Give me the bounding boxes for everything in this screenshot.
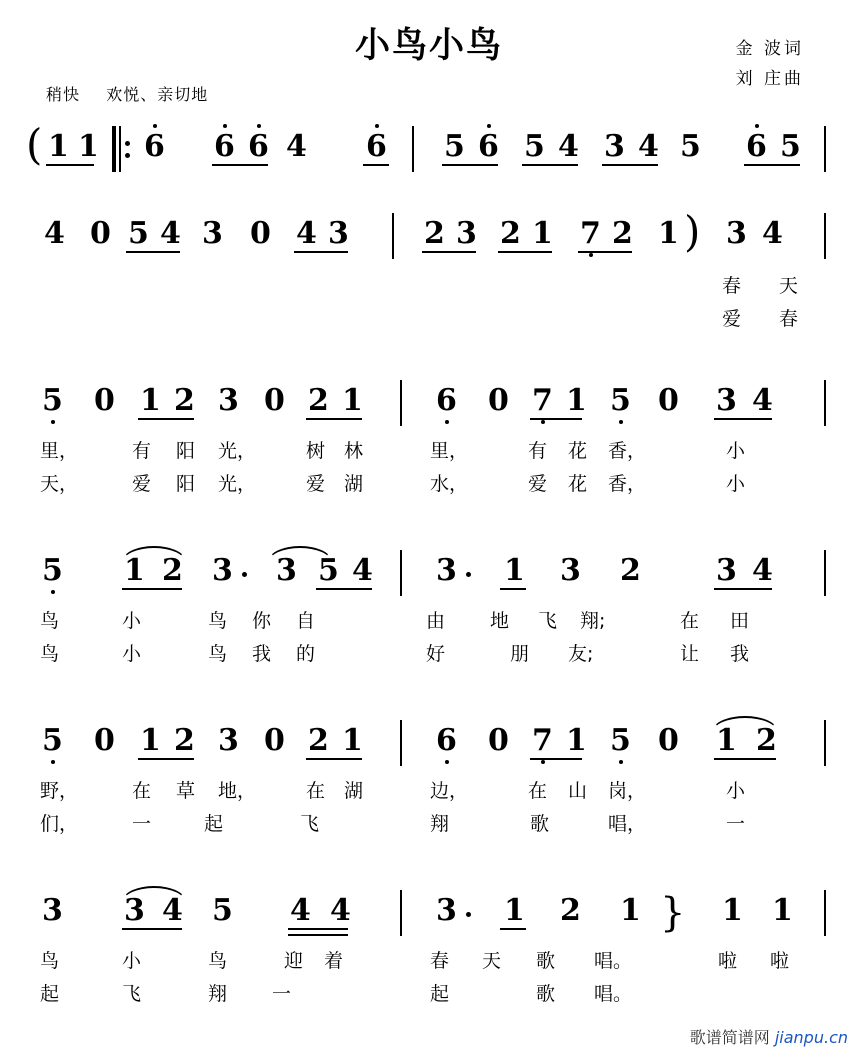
note: 2 [560, 893, 581, 928]
beam [714, 588, 772, 590]
beam [126, 251, 180, 253]
note: 5 [444, 129, 465, 164]
lyric-syllable: 自 [296, 610, 316, 632]
note: 4 [330, 893, 351, 928]
lyric-syllable: 在 [528, 780, 548, 802]
expression-mark: 欢悦、亲切地 [106, 85, 209, 104]
lyric-syllable: 一 [132, 813, 152, 835]
brace-close: } [660, 890, 686, 936]
lyric-syllable: 花 [568, 473, 588, 495]
beam [578, 251, 632, 253]
note: 3 [716, 383, 737, 418]
note: 0 [264, 723, 285, 758]
note: 6 [436, 723, 457, 758]
note: 3 [604, 129, 625, 164]
note: 3 [218, 383, 239, 418]
lyric-syllable: 阳 [176, 440, 196, 462]
note: 0 [658, 723, 679, 758]
note: 3 [726, 216, 747, 251]
barline [400, 890, 402, 936]
lyric-syllable: 起 [204, 813, 224, 835]
beam [422, 251, 476, 253]
barline [824, 550, 826, 596]
lyric-syllable: 湖 [344, 780, 364, 802]
lyricist-credit: 金 波词 [735, 39, 804, 59]
barline [400, 720, 402, 766]
lyric-syllable: 鸟 [208, 643, 228, 665]
octave-dot-below [589, 253, 593, 257]
lyric-syllable: 地， [218, 780, 257, 802]
octave-dot-above [755, 124, 759, 128]
note: 7 [580, 216, 601, 251]
beam [530, 418, 582, 420]
beam [522, 164, 578, 166]
beam [306, 418, 362, 420]
note: 6 [366, 129, 387, 164]
note: 3 [212, 553, 233, 588]
note: 1 [124, 553, 145, 588]
beam [442, 164, 498, 166]
lyric-syllable: 们， [40, 813, 79, 835]
beam [602, 164, 658, 166]
barline [824, 720, 826, 766]
lyric-syllable: 鸟 [40, 610, 60, 632]
paren-open: ( [26, 120, 43, 169]
lyric-syllable: 唱。 [594, 983, 633, 1005]
lyric-syllable: 草 [176, 780, 196, 802]
beam [122, 928, 182, 930]
note: 3 [218, 723, 239, 758]
lyric-syllable: 一 [272, 983, 292, 1005]
note: 3 [124, 893, 145, 928]
note: 4 [286, 129, 307, 164]
lyric-syllable: 朋 [510, 643, 530, 665]
lyric-syllable: 有 [528, 440, 548, 462]
note: 1 [78, 129, 99, 164]
lyric-syllable: 里， [40, 440, 79, 462]
note: 4 [762, 216, 783, 251]
note: 4 [44, 216, 65, 251]
note: 4 [160, 216, 181, 251]
lyric-syllable: 山 [568, 780, 588, 802]
note: 1 [772, 893, 793, 928]
note: 3 [276, 553, 297, 588]
note: 0 [94, 723, 115, 758]
lyric-syllable: 光， [218, 473, 257, 495]
note: 5 [42, 383, 63, 418]
note: 6 [144, 129, 165, 164]
octave-dot-below [51, 590, 55, 594]
note-row [0, 205, 858, 267]
octave-dot-below [445, 420, 449, 424]
note: 1 [140, 383, 161, 418]
octave-dot-below [51, 420, 55, 424]
note: 7 [532, 723, 553, 758]
note: 2 [308, 383, 329, 418]
lyric-syllable: 好 [426, 643, 446, 665]
note: 6 [746, 129, 767, 164]
note: 2 [756, 723, 777, 758]
credits [736, 34, 804, 94]
lyric-syllable: 起 [40, 983, 60, 1005]
note: 0 [488, 383, 509, 418]
lyric-syllable: 小 [726, 473, 746, 495]
watermark-url: jianpu.cn [774, 1028, 848, 1047]
note: 1 [716, 723, 737, 758]
barline [400, 550, 402, 596]
note: 2 [174, 723, 195, 758]
note: 4 [352, 553, 373, 588]
lyric-syllable: 阳 [176, 473, 196, 495]
lyric-syllable: 我 [252, 643, 272, 665]
note-row [0, 118, 858, 180]
lyric-syllable: 小 [122, 610, 142, 632]
music-system-4 [0, 542, 858, 665]
lyric-syllable: 香， [608, 440, 647, 462]
octave-dot-below [619, 420, 623, 424]
tempo-mark: 稍快 [46, 85, 81, 104]
lyric-syllable: 鸟 [208, 610, 228, 632]
note-row [0, 372, 858, 434]
lyric-syllable: 起 [430, 983, 450, 1005]
note: 1 [504, 893, 525, 928]
lyric-syllable: 的 [296, 643, 316, 665]
beam [498, 251, 552, 253]
lyric-syllable: 春 [430, 950, 450, 972]
lyric-syllable: 香， [608, 473, 647, 495]
beam [212, 164, 268, 166]
lyric-row-2: 爱 春 [722, 308, 815, 330]
augmentation-dot [466, 912, 471, 917]
note: 5 [42, 723, 63, 758]
lyric-syllable: 小 [122, 950, 142, 972]
note: 4 [638, 129, 659, 164]
lyric-syllable: 水， [430, 473, 469, 495]
lyric-syllable: 啦 [718, 950, 738, 972]
beam [316, 588, 372, 590]
music-system-5 [0, 712, 858, 835]
music-system-3 [0, 372, 858, 495]
beam [288, 928, 348, 930]
lyric-syllable: 小 [726, 780, 746, 802]
note: 4 [162, 893, 183, 928]
music-system-6 [0, 882, 858, 1005]
note: 5 [610, 723, 631, 758]
lyric-syllable: 野， [40, 780, 79, 802]
lyric-syllable: 在 [680, 610, 700, 632]
note: 5 [610, 383, 631, 418]
lyric-syllable: 爱 [306, 473, 326, 495]
lyric-syllable: 湖 [344, 473, 364, 495]
beam [363, 164, 389, 166]
lyric-syllable: 唱， [608, 813, 647, 835]
note-row [0, 882, 858, 944]
octave-dot-above [153, 124, 157, 128]
lyric-syllable: 树 [306, 440, 326, 462]
note-row [0, 542, 858, 604]
note: 2 [620, 553, 641, 588]
note: 5 [524, 129, 545, 164]
music-system-1 [0, 118, 858, 180]
lyric-syllable: 友; [568, 643, 594, 665]
lyric-syllable: 飞 [538, 610, 558, 632]
lyric-syllable: 光， [218, 440, 257, 462]
note: 2 [174, 383, 195, 418]
lyric-syllable: 唱。 [594, 950, 633, 972]
beam [500, 928, 526, 930]
augmentation-dot [466, 572, 471, 577]
lyric-syllable: 鸟 [40, 643, 60, 665]
octave-dot-above [375, 124, 379, 128]
note: 4 [752, 383, 773, 418]
lyric-syllable: 在 [132, 780, 152, 802]
lyric-syllable: 鸟 [208, 950, 228, 972]
augmentation-dot [242, 572, 247, 577]
note: 3 [716, 553, 737, 588]
note: 0 [658, 383, 679, 418]
note: 4 [558, 129, 579, 164]
lyric-row-1: 春 天 [722, 275, 815, 297]
note: 2 [162, 553, 183, 588]
note: 1 [566, 723, 587, 758]
note: 1 [722, 893, 743, 928]
note: 3 [328, 216, 349, 251]
lyric-syllable: 边， [430, 780, 469, 802]
note: 0 [90, 216, 111, 251]
note: 0 [264, 383, 285, 418]
note: 5 [680, 129, 701, 164]
barline [392, 213, 394, 259]
beam [288, 934, 348, 936]
note: 1 [48, 129, 69, 164]
note: 7 [532, 383, 553, 418]
beam [714, 418, 772, 420]
note: 1 [342, 383, 363, 418]
beam [500, 588, 526, 590]
barline [400, 380, 402, 426]
note-row [0, 712, 858, 774]
note: 1 [658, 216, 679, 251]
note: 5 [128, 216, 149, 251]
beam [714, 758, 776, 760]
lyric-syllable: 爱 [132, 473, 152, 495]
lyric-syllable: 地 [490, 610, 510, 632]
note: 5 [42, 553, 63, 588]
note: 1 [504, 553, 525, 588]
note: 3 [436, 893, 457, 928]
note: 5 [318, 553, 339, 588]
octave-dot-above [257, 124, 261, 128]
barline [824, 213, 826, 259]
note: 0 [250, 216, 271, 251]
octave-dot-below [445, 760, 449, 764]
octave-dot-below [619, 760, 623, 764]
note: 1 [140, 723, 161, 758]
note: 1 [620, 893, 641, 928]
lyric-syllable: 歌 [536, 950, 556, 972]
lyric-syllable: 一 [726, 813, 746, 835]
lyric-syllable: 啦 [770, 950, 790, 972]
octave-dot-above [487, 124, 491, 128]
note: 3 [42, 893, 63, 928]
note: 0 [488, 723, 509, 758]
tempo-expression-marking [46, 82, 208, 105]
composer-credit: 刘 庄曲 [735, 69, 804, 89]
lyric-syllable: 小 [122, 643, 142, 665]
lyric-syllable: 翔 [208, 983, 228, 1005]
note: 1 [342, 723, 363, 758]
note: 5 [780, 129, 801, 164]
note: 4 [296, 216, 317, 251]
lyric-syllable: 飞 [300, 813, 320, 835]
note: 6 [248, 129, 269, 164]
note: 4 [752, 553, 773, 588]
beam [138, 418, 194, 420]
note: 3 [202, 216, 223, 251]
beam [46, 164, 94, 166]
lyric-syllable: 让 [680, 643, 700, 665]
lyric-syllable: 里， [430, 440, 469, 462]
beam [294, 251, 348, 253]
lyric-syllable: 鸟 [40, 950, 60, 972]
paren-close: ) [684, 207, 701, 256]
beam [744, 164, 800, 166]
barline [824, 126, 826, 172]
barline [824, 890, 826, 936]
beam [530, 758, 582, 760]
note: 3 [456, 216, 477, 251]
beam [138, 758, 194, 760]
lyric-syllable: 有 [132, 440, 152, 462]
note: 2 [424, 216, 445, 251]
note: 2 [308, 723, 329, 758]
lyric-syllable: 歌 [536, 983, 556, 1005]
lyric-syllable: 着 [324, 950, 344, 972]
lyric-syllable: 飞 [122, 983, 142, 1005]
note: 5 [212, 893, 233, 928]
note: 3 [436, 553, 457, 588]
octave-dot-below [541, 420, 545, 424]
lyric-syllable: 歌 [530, 813, 550, 835]
lyric-syllable: 翔 [430, 813, 450, 835]
octave-dot-below [541, 760, 545, 764]
barline [824, 380, 826, 426]
beam [122, 588, 182, 590]
lyric-syllable: 你 [252, 610, 272, 632]
octave-dot-above [223, 124, 227, 128]
lyric-syllable: 岗， [608, 780, 647, 802]
note: 4 [290, 893, 311, 928]
note: 2 [612, 216, 633, 251]
watermark [690, 1025, 848, 1048]
lyric-syllable: 田 [730, 610, 750, 632]
note: 1 [532, 216, 553, 251]
lyric-syllable: 我 [730, 643, 750, 665]
lyric-syllable: 小 [726, 440, 746, 462]
lyric-syllable: 翔; [580, 610, 606, 632]
note: 0 [94, 383, 115, 418]
lyric-syllable: 由 [426, 610, 446, 632]
note: 6 [436, 383, 457, 418]
music-system-2 [0, 205, 858, 330]
lyric-syllable: 爱 [528, 473, 548, 495]
page-title: 小鸟小鸟 [354, 26, 503, 66]
note: 6 [214, 129, 235, 164]
lyric-syllable: 天 [482, 950, 502, 972]
note: 3 [560, 553, 581, 588]
octave-dot-below [51, 760, 55, 764]
lyric-syllable: 林 [344, 440, 364, 462]
lyric-syllable: 花 [568, 440, 588, 462]
note: 1 [566, 383, 587, 418]
beam [306, 758, 362, 760]
note: 6 [478, 129, 499, 164]
lyric-syllable: 在 [306, 780, 326, 802]
note: 2 [500, 216, 521, 251]
lyric-syllable: 天， [40, 473, 79, 495]
watermark-site-name: 歌谱简谱网 [689, 1028, 770, 1047]
barline [412, 126, 414, 172]
lyric-syllable: 迎 [284, 950, 304, 972]
